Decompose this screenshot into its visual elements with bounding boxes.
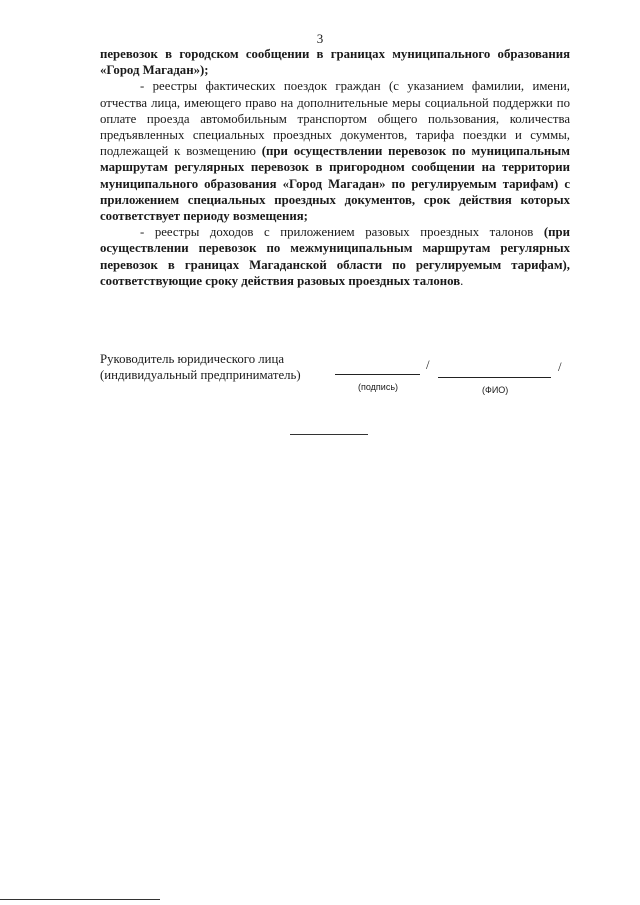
document-body (100, 46, 570, 289)
signature-caption: (подпись) (358, 382, 399, 392)
bold-text-segment: перевозок в городском сообщении в границах муниципального образования «Город Магадан»); (100, 47, 570, 78)
bold-text-segment: (при осуществлении перевозок по межмуниципальным маршрутам регулярных перевозок в границах Магаданской области по регулируемым тарифам), соответствующие сроку действия разовых проездных талонов (100, 225, 570, 288)
paragraph (100, 46, 570, 78)
signatory-label (100, 351, 301, 383)
signature-slash-2: / (558, 360, 562, 374)
text-segment: . (460, 273, 464, 288)
section-divider (290, 434, 368, 435)
text-segment: - реестры фактических поездок граждан (с указанием фамилии, имени, отчества лица, имеющего право на дополнительные меры социальной поддержки по оплате проезда автомобильным транспортом общего пользования, количества предъявленных специальных проездных документов, тарифа поездки и суммы, подлежащей к возмещению (100, 79, 570, 159)
signatory-label-line1: Руководитель юридического лица (100, 352, 285, 366)
page-number: 3 (316, 31, 324, 46)
footer-rule (0, 899, 160, 900)
signature-slash-1: / (426, 358, 430, 372)
signature-line (335, 374, 420, 375)
text-segment: - реестры доходов с приложением разовых проездных талонов (140, 225, 544, 240)
paragraph (100, 78, 570, 224)
bold-text-segment: (при осуществлении перевозок по муниципальным маршрутам регулярных перевозок в пригородном сообщении на территории муниципального образования «Город Магадан» по регулируемым тарифам) с приложением специальных проездных документов, срок действия которых соответствует периоду возмещения; (100, 144, 570, 224)
signatory-label-line2: (индивидуальный предприниматель) (100, 368, 301, 382)
name-line (438, 377, 551, 378)
name-caption: (ФИО) (482, 385, 509, 395)
paragraph (100, 224, 570, 289)
